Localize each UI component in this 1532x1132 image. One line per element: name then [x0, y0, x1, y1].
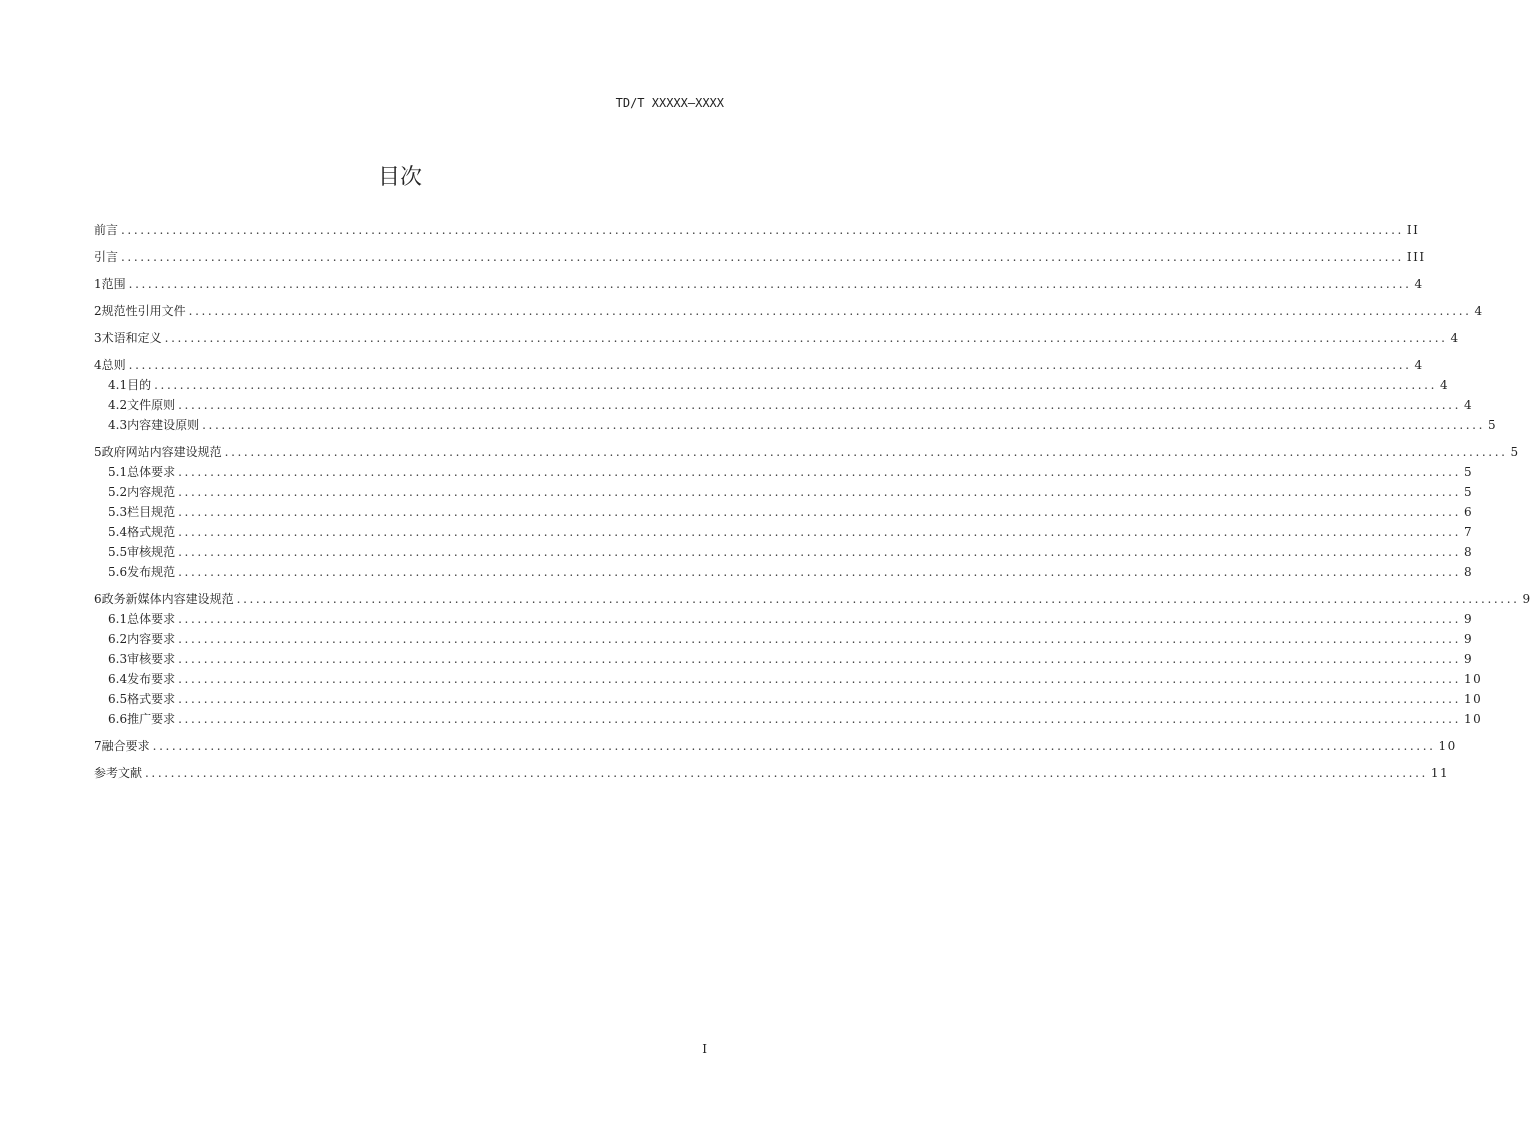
toc-entry-label: 审核要求 — [127, 652, 176, 666]
dot-leader: ........................................................................................................................................................................................................ — [178, 672, 1461, 686]
toc-entry-number: 6.4 — [108, 672, 128, 686]
toc-entry[interactable] — [94, 522, 1474, 542]
toc-entry[interactable] — [94, 609, 1474, 629]
toc-entry-number: 4.1 — [108, 378, 128, 392]
dot-leader: ........................................................................................................................................................................................................ — [224, 445, 1508, 459]
toc-entry-page: 10 — [1438, 739, 1457, 753]
toc-entry-label: 术语和定义 — [101, 331, 162, 345]
toc-entry[interactable] — [94, 274, 1424, 294]
dot-leader: ........................................................................................................................................................................................................ — [128, 277, 1412, 291]
toc-entry-page: 4 — [1414, 277, 1424, 291]
dot-leader: ........................................................................................................................................................................................................ — [178, 692, 1461, 706]
dot-leader: ........................................................................................................................................................................................................ — [154, 378, 1437, 392]
toc-entry-label: 总体要求 — [127, 612, 176, 626]
toc-entry-number: 5.1 — [108, 465, 128, 479]
toc-entry-label: 文件原则 — [127, 398, 176, 412]
toc-entry[interactable] — [94, 562, 1474, 582]
toc-entry-label: 内容要求 — [127, 632, 176, 646]
toc-entry-number: 4 — [94, 358, 102, 372]
toc-entry[interactable] — [94, 669, 1483, 689]
toc-entry-number: 5 — [94, 445, 102, 459]
toc-entry[interactable] — [94, 220, 1420, 240]
toc-entry-number: 7 — [94, 739, 102, 753]
toc-entry[interactable] — [94, 355, 1424, 375]
toc-entry-page: 9 — [1464, 632, 1474, 646]
toc-entry-label: 范围 — [101, 277, 126, 291]
toc-entry-page: 11 — [1430, 766, 1450, 780]
toc-entry-number: 5.3 — [108, 505, 128, 519]
dot-leader: ........................................................................................................................................................................................................ — [202, 418, 1485, 432]
toc-entry-number: 1 — [94, 277, 102, 291]
dot-leader: ........................................................................................................................................................................................................ — [188, 304, 1472, 318]
table-of-contents — [94, 220, 1532, 783]
page-title: 目次 — [377, 165, 422, 190]
toc-entry-number: 6.2 — [108, 632, 128, 646]
toc-entry-number: 6.1 — [108, 612, 128, 626]
dot-leader: ........................................................................................................................................................................................................ — [178, 612, 1461, 626]
toc-entry[interactable] — [94, 589, 1532, 609]
toc-entry-label: 规范性引用文件 — [101, 304, 186, 318]
toc-entry-number: 4.2 — [108, 398, 128, 412]
toc-entry-page: 10 — [1464, 712, 1483, 726]
dot-leader: ........................................................................................................................................................................................................ — [145, 766, 1428, 780]
toc-entry-label: 目的 — [127, 378, 152, 392]
toc-entry-number: 6.5 — [108, 692, 128, 706]
toc-entry-label: 参考文献 — [94, 766, 143, 780]
toc-entry-number: 5.4 — [108, 525, 128, 539]
toc-entry-page: 5 — [1510, 445, 1520, 459]
toc-entry-number: 2 — [94, 304, 102, 318]
dot-leader: ........................................................................................................................................................................................................ — [178, 485, 1461, 499]
toc-entry[interactable] — [94, 301, 1484, 321]
toc-entry-label: 栏目规范 — [127, 505, 176, 519]
toc-entry[interactable] — [94, 247, 1426, 267]
document-code: TD/T XXXXX—XXXX — [615, 96, 724, 110]
toc-entry[interactable] — [94, 395, 1474, 415]
page-number: I — [702, 1042, 707, 1056]
toc-entry-number: 6.6 — [108, 712, 128, 726]
toc-entry-page: 9 — [1522, 592, 1532, 606]
toc-entry-number: 5.6 — [108, 565, 128, 579]
toc-entry-page: 10 — [1464, 692, 1483, 706]
toc-entry-page: II — [1406, 223, 1420, 237]
toc-entry-label: 审核规范 — [127, 545, 176, 559]
toc-entry-label: 内容建设原则 — [127, 418, 200, 432]
dot-leader: ........................................................................................................................................................................................................ — [178, 632, 1461, 646]
toc-entry-number: 5.2 — [108, 485, 128, 499]
toc-entry-label: 格式规范 — [127, 525, 176, 539]
toc-entry-label: 政务新媒体内容建设规范 — [101, 592, 234, 606]
toc-entry-number: 4.3 — [108, 418, 128, 432]
dot-leader: ........................................................................................................................................................................................................ — [178, 565, 1461, 579]
toc-entry-page: 5 — [1488, 418, 1498, 432]
toc-entry-number: 6 — [94, 592, 102, 606]
toc-entry-page: 4 — [1464, 398, 1474, 412]
dot-leader: ........................................................................................................................................................................................................ — [178, 398, 1461, 412]
toc-entry[interactable] — [94, 415, 1498, 435]
toc-entry-page: 5 — [1464, 485, 1474, 499]
dot-leader: ........................................................................................................................................................................................................ — [178, 712, 1461, 726]
toc-entry-label: 总则 — [101, 358, 126, 372]
toc-entry-page: 9 — [1464, 612, 1474, 626]
toc-entry[interactable] — [94, 328, 1460, 348]
toc-entry-page: 4 — [1440, 378, 1450, 392]
toc-entry[interactable] — [94, 763, 1450, 783]
dot-leader: ........................................................................................................................................................................................................ — [121, 250, 1404, 264]
dot-leader: ........................................................................................................................................................................................................ — [178, 545, 1461, 559]
dot-leader: ........................................................................................................................................................................................................ — [178, 505, 1461, 519]
toc-entry-page: 8 — [1464, 545, 1474, 559]
toc-entry[interactable] — [94, 462, 1474, 482]
dot-leader: ........................................................................................................................................................................................................ — [152, 739, 1436, 753]
dot-leader: ........................................................................................................................................................................................................ — [236, 592, 1520, 606]
toc-entry-label: 引言 — [94, 250, 119, 264]
toc-entry[interactable] — [94, 375, 1450, 395]
toc-entry-label: 格式要求 — [127, 692, 176, 706]
toc-entry-page: 8 — [1464, 565, 1474, 579]
toc-entry-page: 9 — [1464, 652, 1474, 666]
toc-entry-label: 总体要求 — [127, 465, 176, 479]
toc-entry[interactable] — [94, 442, 1520, 462]
dot-leader: ........................................................................................................................................................................................................ — [178, 525, 1461, 539]
toc-entry[interactable] — [94, 689, 1483, 709]
toc-entry[interactable] — [94, 709, 1483, 729]
dot-leader: ........................................................................................................................................................................................................ — [164, 331, 1448, 345]
toc-entry[interactable] — [94, 649, 1474, 669]
toc-entry-number: 3 — [94, 331, 102, 345]
toc-entry[interactable] — [94, 542, 1474, 562]
toc-entry[interactable] — [94, 736, 1457, 756]
toc-entry-page: III — [1406, 250, 1426, 264]
toc-entry-page: 5 — [1464, 465, 1474, 479]
toc-entry[interactable] — [94, 502, 1474, 522]
toc-entry-number: 5.5 — [108, 545, 128, 559]
toc-entry[interactable] — [94, 629, 1474, 649]
toc-entry[interactable] — [94, 482, 1474, 502]
toc-entry-page: 10 — [1464, 672, 1483, 686]
toc-entry-label: 发布要求 — [127, 672, 176, 686]
toc-entry-label: 发布规范 — [127, 565, 176, 579]
toc-entry-page: 4 — [1474, 304, 1484, 318]
dot-leader: ........................................................................................................................................................................................................ — [178, 652, 1461, 666]
toc-entry-page: 7 — [1464, 525, 1474, 539]
dot-leader: ........................................................................................................................................................................................................ — [178, 465, 1461, 479]
dot-leader: ........................................................................................................................................................................................................ — [128, 358, 1412, 372]
toc-entry-page: 4 — [1414, 358, 1424, 372]
toc-entry-page: 6 — [1464, 505, 1474, 519]
toc-entry-label: 政府网站内容建设规范 — [101, 445, 222, 459]
toc-entry-number: 6.3 — [108, 652, 128, 666]
toc-entry-label: 推广要求 — [127, 712, 176, 726]
toc-entry-label: 前言 — [94, 223, 119, 237]
toc-entry-label: 融合要求 — [101, 739, 150, 753]
dot-leader: ........................................................................................................................................................................................................ — [121, 223, 1404, 237]
toc-entry-label: 内容规范 — [127, 485, 176, 499]
toc-entry-page: 4 — [1450, 331, 1460, 345]
